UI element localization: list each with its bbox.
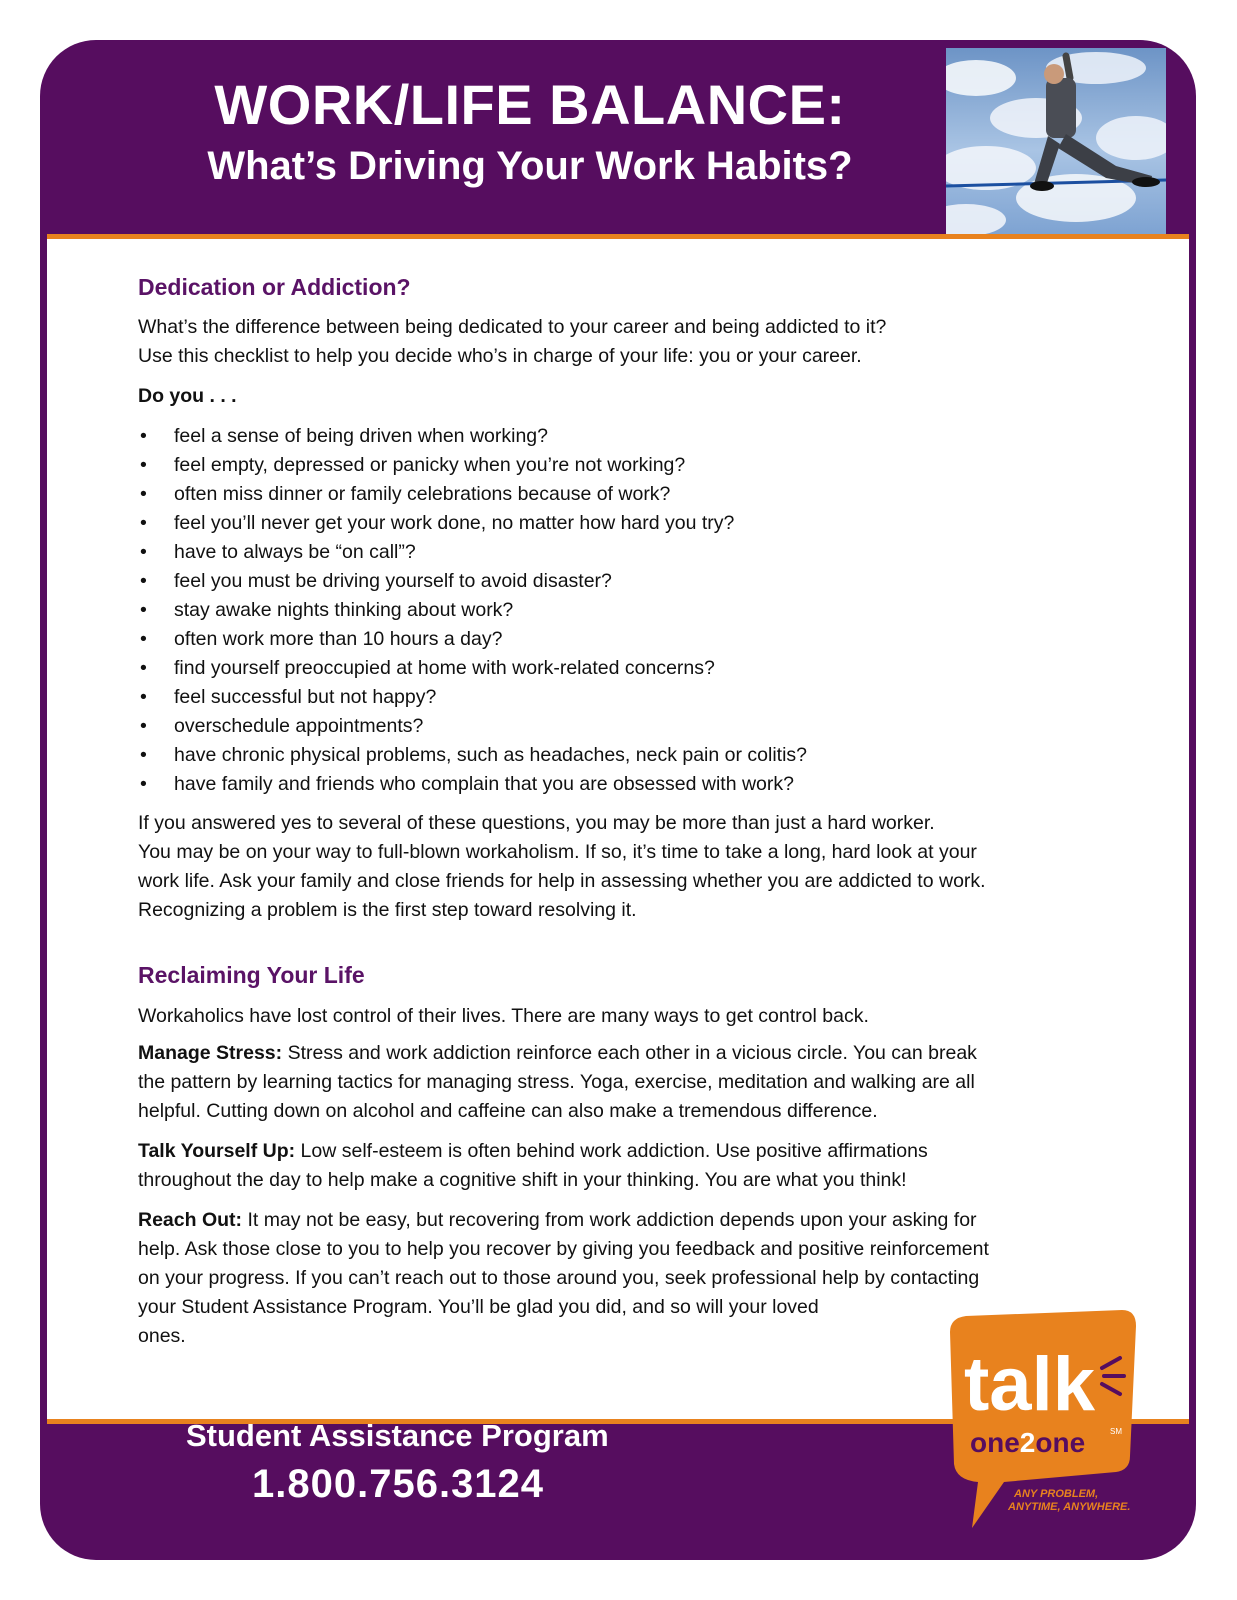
intro-line: Use this checklist to help you decide who’s in charge of your life: you or your career. xyxy=(138,345,862,367)
footer-phone-number[interactable]: 1.800.756.3124 xyxy=(252,1462,545,1506)
bullet-icon: • xyxy=(140,628,147,650)
logo-sub: one2one xyxy=(970,1427,1086,1458)
bullet-icon: • xyxy=(140,454,147,476)
list-item: • feel empty, depressed or panicky when you’re not working? xyxy=(138,451,1108,480)
footer-program-name: Student Assistance Program xyxy=(186,1418,609,1453)
section-heading-reclaiming: Reclaiming Your Life xyxy=(138,962,365,988)
bullet-icon: • xyxy=(140,541,147,563)
reach-out-line: ones. xyxy=(138,1325,186,1347)
list-item: • have chronic physical problems, such as headaches, neck pain or colitis? xyxy=(138,741,1108,770)
tightrope-walker-illustration xyxy=(946,48,1166,234)
section-heading-dedication: Dedication or Addiction? xyxy=(138,274,411,300)
talk-yourself-up-paragraph: Talk Yourself Up: Low self-esteem is often behind work addiction. Use positive affirmations xyxy=(138,1140,928,1162)
conclusion-line: If you answered yes to several of these questions, you may be more than just a hard worker. xyxy=(138,812,935,834)
bullet-icon: • xyxy=(140,512,147,534)
conclusion-line: You may be on your way to full-blown workaholism. If so, it’s time to take a long, hard look at your xyxy=(138,841,977,863)
list-item: • feel you’ll never get your work done, no matter how hard you try? xyxy=(138,509,1108,538)
reach-out-line: help. Ask those close to you to help you recover by giving you feedback and positive reinforcement xyxy=(138,1238,989,1260)
list-item: • often work more than 10 hours a day? xyxy=(138,625,1108,654)
list-item: • feel successful but not happy? xyxy=(138,683,1108,712)
talk-yourself-up-label: Talk Yourself Up: xyxy=(138,1140,296,1162)
list-item: • overschedule appointments? xyxy=(138,712,1108,741)
header-photo xyxy=(946,48,1166,234)
manage-stress-line: the pattern by learning tactics for managing stress. Yoga, exercise, meditation and walking are all xyxy=(138,1071,975,1093)
logo-word: talk xyxy=(964,1342,1095,1427)
section2-intro: Workaholics have lost control of their lives. There are many ways to get control back. xyxy=(138,1005,869,1027)
bullet-icon: • xyxy=(140,570,147,592)
bullet-icon: • xyxy=(140,599,147,621)
reach-out-line: your Student Assistance Program. You’ll be glad you did, and so will your loved xyxy=(138,1296,819,1318)
intro-line: What’s the difference between being dedicated to your career and being addicted to it? xyxy=(138,316,887,338)
talk-one2one-logo xyxy=(944,1306,1144,1536)
list-item: • feel you must be driving yourself to avoid disaster? xyxy=(138,567,1108,596)
list-item: • often miss dinner or family celebrations because of work? xyxy=(138,480,1108,509)
list-item: • have family and friends who complain that you are obsessed with work? xyxy=(138,770,1108,799)
bullet-icon: • xyxy=(140,744,147,766)
page-subtitle: What’s Driving Your Work Habits? xyxy=(207,144,853,188)
bullet-icon: • xyxy=(140,715,147,737)
reach-out-label: Reach Out: xyxy=(138,1209,243,1231)
list-item: • find yourself preoccupied at home with work-related concerns? xyxy=(138,654,1108,683)
conclusion-line: Recognizing a problem is the first step toward resolving it. xyxy=(138,899,637,921)
manage-stress-label: Manage Stress: xyxy=(138,1042,283,1064)
bullet-icon: • xyxy=(140,773,147,795)
reach-out-line: on your progress. If you can’t reach out to those around you, seek professional help by contacting xyxy=(138,1267,980,1289)
manage-stress-paragraph: Manage Stress: Stress and work addiction reinforce each other in a vicious circle. You can break xyxy=(138,1042,977,1064)
bullet-icon: • xyxy=(140,483,147,505)
logo-tagline: ANY PROBLEM, ANYTIME, ANYWHERE. xyxy=(1008,1488,1131,1513)
page-frame xyxy=(40,40,1196,1560)
list-item: • feel a sense of being driven when working? xyxy=(138,422,1108,451)
list-item: • have to always be “on call”? xyxy=(138,538,1108,567)
page-title: WORK/LIFE BALANCE: xyxy=(214,73,846,136)
list-item: • stay awake nights thinking about work? xyxy=(138,596,1108,625)
checklist xyxy=(138,422,1108,799)
bullet-icon: • xyxy=(140,686,147,708)
bullet-icon: • xyxy=(140,657,147,679)
conclusion-line: work life. Ask your family and close friends for help in assessing whether you are addicted to work. xyxy=(138,870,986,892)
service-mark: SM xyxy=(1110,1427,1122,1436)
bullet-icon: • xyxy=(140,425,147,447)
main-content xyxy=(47,234,1189,1424)
talk-yourself-up-line: throughout the day to help make a cognitive shift in your thinking. You are what you think! xyxy=(138,1169,907,1191)
reach-out-paragraph: Reach Out: It may not be easy, but recovering from work addiction depends upon your asking for xyxy=(138,1209,977,1231)
manage-stress-line: helpful. Cutting down on alcohol and caffeine can also make a tremendous difference. xyxy=(138,1100,878,1122)
checklist-prompt: Do you . . . xyxy=(138,385,237,407)
